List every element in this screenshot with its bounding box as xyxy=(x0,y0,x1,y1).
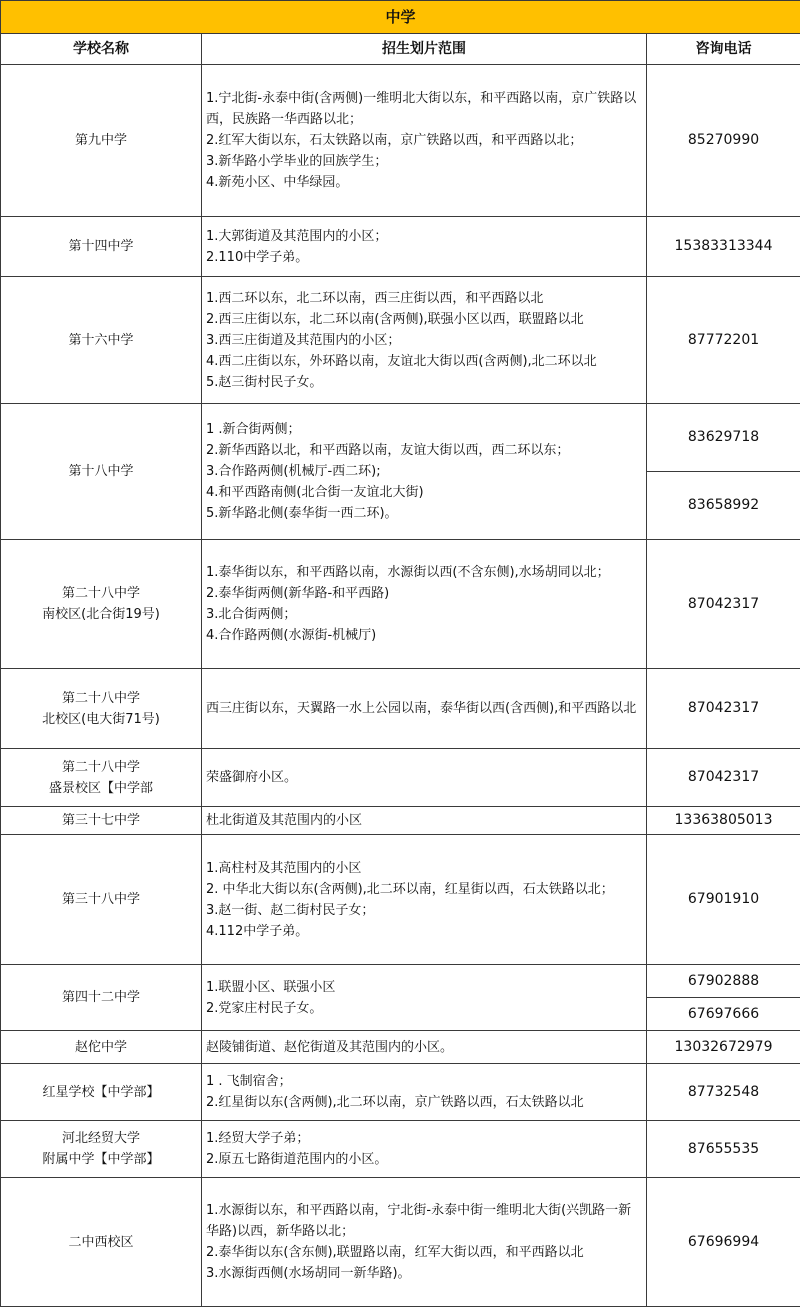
school-name-cell xyxy=(1,540,202,669)
zoning-range-cell xyxy=(202,1178,647,1307)
zoning-range-line: 3.赵一街、赵二街村民子女； xyxy=(206,900,642,921)
school-name-cell xyxy=(1,669,202,749)
zoning-range-line: 3.北合街两侧； xyxy=(206,604,642,625)
school-name: 第十四中学 xyxy=(7,236,195,257)
zoning-range-line: 2.新华西路以北，和平西路以南，友谊大街以西，西二环以东； xyxy=(206,440,642,461)
school-name-cell xyxy=(1,835,202,965)
school-name: 红星学校【中学部】 xyxy=(7,1082,195,1103)
zoning-range-line: 1.西二环以东，北二环以南，西三庄街以西，和平西路以北 xyxy=(206,288,642,309)
zoning-range-line: 2.红星街以东(含两侧),北二环以南，京广铁路以西，石太铁路以北 xyxy=(206,1092,642,1113)
zoning-range-line: 2.110中学子弟。 xyxy=(206,247,642,268)
table-row xyxy=(1,669,800,749)
zoning-range-cell xyxy=(202,65,647,217)
zoning-range-line: 4.112中学子弟。 xyxy=(206,921,642,942)
table-row xyxy=(1,1031,800,1064)
phone-number: 87042317 xyxy=(647,669,800,749)
school-name-cell xyxy=(1,1064,202,1121)
table-row xyxy=(1,807,800,835)
zoning-range-cell xyxy=(202,749,647,807)
table-row xyxy=(1,65,800,217)
school-name: 盛景校区【中学部 xyxy=(7,778,195,799)
zoning-range-line: 2.泰华街以东(含东侧),联盟路以南，红军大街以西，和平西路以北 xyxy=(206,1242,642,1263)
school-name-cell xyxy=(1,1031,202,1064)
zoning-range-cell xyxy=(202,540,647,669)
zoning-range-line: 杜北街道及其范围内的小区 xyxy=(206,810,642,831)
zoning-range-cell xyxy=(202,1031,647,1064)
school-name-cell xyxy=(1,1121,202,1178)
zoning-range-line: 2. 中华北大街以东(含两侧),北二环以南，红星街以西，石太铁路以北； xyxy=(206,879,642,900)
zoning-range-line: 1.大郭街道及其范围内的小区； xyxy=(206,226,642,247)
school-name: 赵佗中学 xyxy=(7,1037,195,1058)
school-name: 第二十八中学 xyxy=(7,583,195,604)
school-name-cell xyxy=(1,277,202,404)
zoning-range-line: 4.新苑小区、中华绿园。 xyxy=(206,172,642,193)
table-body xyxy=(1,65,800,1307)
zoning-range-cell xyxy=(202,404,647,540)
table-row xyxy=(1,1121,800,1178)
zoning-range-cell xyxy=(202,217,647,277)
zoning-range-line: 赵陵铺街道、赵佗街道及其范围内的小区。 xyxy=(206,1037,642,1058)
zoning-range-cell xyxy=(202,277,647,404)
phone-number: 67902888 xyxy=(647,965,800,998)
phone-number: 83629718 xyxy=(647,404,800,472)
school-name: 二中西校区 xyxy=(7,1232,195,1253)
zoning-range-line: 1.经贸大学子弟； xyxy=(206,1128,642,1149)
table-row xyxy=(1,540,800,669)
phone-number: 87042317 xyxy=(647,540,800,669)
school-name-cell xyxy=(1,217,202,277)
school-name-cell xyxy=(1,65,202,217)
zoning-range-cell xyxy=(202,1121,647,1178)
zoning-range-line: 西三庄街以东，天翼路一水上公园以南，泰华街以西(含西侧),和平西路以北 xyxy=(206,698,642,719)
phone-number: 87042317 xyxy=(647,749,800,807)
school-name-cell xyxy=(1,1178,202,1307)
zoning-range-line: 2.党家庄村民子女。 xyxy=(206,998,642,1019)
zoning-range-line: 3.新华路小学毕业的回族学生； xyxy=(206,151,642,172)
zoning-range-line: 1 . 飞制宿舍； xyxy=(206,1071,642,1092)
zoning-range-line: 1.泰华街以东，和平西路以南，水源街以西(不含东侧),水场胡同以北； xyxy=(206,562,642,583)
phone-number: 15383313344 xyxy=(647,217,800,277)
phone-number: 13363805013 xyxy=(647,807,800,835)
zoning-range-line: 4.和平西路南侧(北合街一友谊北大街) xyxy=(206,482,642,503)
zoning-range-line: 3.水源街西侧(水场胡同一新华路)。 xyxy=(206,1263,642,1284)
school-name: 南校区(北合街19号) xyxy=(7,604,195,625)
zoning-range-line: 5.赵三街村民子女。 xyxy=(206,372,642,393)
school-name: 第二十八中学 xyxy=(7,688,195,709)
zoning-range-line: 2.红军大街以东，石太铁路以南，京广铁路以西，和平西路以北； xyxy=(206,130,642,151)
school-name: 第十八中学 xyxy=(7,461,195,482)
phone-number: 67696994 xyxy=(647,1178,800,1307)
school-name: 第三十八中学 xyxy=(7,889,195,910)
table-row xyxy=(1,1064,800,1121)
school-name-cell xyxy=(1,404,202,540)
table-row xyxy=(1,404,800,472)
school-name: 北校区(电大街71号) xyxy=(7,709,195,730)
school-name: 第十六中学 xyxy=(7,330,195,351)
zoning-range-cell xyxy=(202,965,647,1031)
zoning-range-line: 1.高柱村及其范围内的小区 xyxy=(206,858,642,879)
zoning-range-line: 3.合作路两侧(机械厅-西二环); xyxy=(206,461,642,482)
table-row xyxy=(1,965,800,998)
zoning-range-cell xyxy=(202,807,647,835)
phone-number: 83658992 xyxy=(647,472,800,540)
zoning-range-cell xyxy=(202,1064,647,1121)
zoning-range-line: 荣盛御府小区。 xyxy=(206,767,642,788)
zoning-range-line: 2.西三庄街以东，北二环以南(含两侧),联强小区以西，联盟路以北 xyxy=(206,309,642,330)
zoning-range-line: 1 .新合街两侧； xyxy=(206,419,642,440)
header-phone: 咨询电话 xyxy=(647,34,800,65)
table-row xyxy=(1,217,800,277)
phone-number: 87655535 xyxy=(647,1121,800,1178)
table-row xyxy=(1,749,800,807)
zoning-range-line: 1.宁北街-永泰中街(含两侧)一维明北大街以东，和平西路以南，京广铁路以西，民族路一华西路以北； xyxy=(206,88,642,130)
zoning-range-line: 4.西二庄街以东，外环路以南，友谊北大街以西(含两侧),北二环以北 xyxy=(206,351,642,372)
table-row xyxy=(1,1178,800,1307)
header-school-name: 学校名称 xyxy=(1,34,202,65)
zoning-range-line: 2.原五七路街道范围内的小区。 xyxy=(206,1149,642,1170)
zoning-range-line: 3.西三庄街道及其范围内的小区； xyxy=(206,330,642,351)
phone-number: 67697666 xyxy=(647,998,800,1031)
school-name-cell xyxy=(1,807,202,835)
school-name: 河北经贸大学 xyxy=(7,1128,195,1149)
school-name-cell xyxy=(1,965,202,1031)
zoning-range-cell xyxy=(202,835,647,965)
phone-number: 13032672979 xyxy=(647,1031,800,1064)
phone-number: 67901910 xyxy=(647,835,800,965)
table-title: 中学 xyxy=(1,1,800,34)
zoning-range-line: 4.合作路两侧(水源街-机械厅) xyxy=(206,625,642,646)
phone-number: 87732548 xyxy=(647,1064,800,1121)
zoning-range-line: 2.泰华街两侧(新华路-和平西路) xyxy=(206,583,642,604)
header-zoning-range: 招生划片范围 xyxy=(202,34,647,65)
school-name: 第四十二中学 xyxy=(7,987,195,1008)
school-name-cell xyxy=(1,749,202,807)
school-name: 第二十八中学 xyxy=(7,757,195,778)
table-row xyxy=(1,277,800,404)
zoning-range-line: 1.联盟小区、联强小区 xyxy=(206,977,642,998)
zoning-range-line: 5.新华路北侧(泰华街一西二环)。 xyxy=(206,503,642,524)
school-name: 附属中学【中学部】 xyxy=(7,1149,195,1170)
school-name: 第三十七中学 xyxy=(7,810,195,831)
zoning-range-line: 1.水源街以东，和平西路以南，宁北街-永泰中街一维明北大街(兴凯路一新华路)以西，新华路以北； xyxy=(206,1200,642,1242)
table-row xyxy=(1,835,800,965)
phone-number: 85270990 xyxy=(647,65,800,217)
school-name: 第九中学 xyxy=(7,130,195,151)
phone-number: 87772201 xyxy=(647,277,800,404)
zoning-range-cell xyxy=(202,669,647,749)
